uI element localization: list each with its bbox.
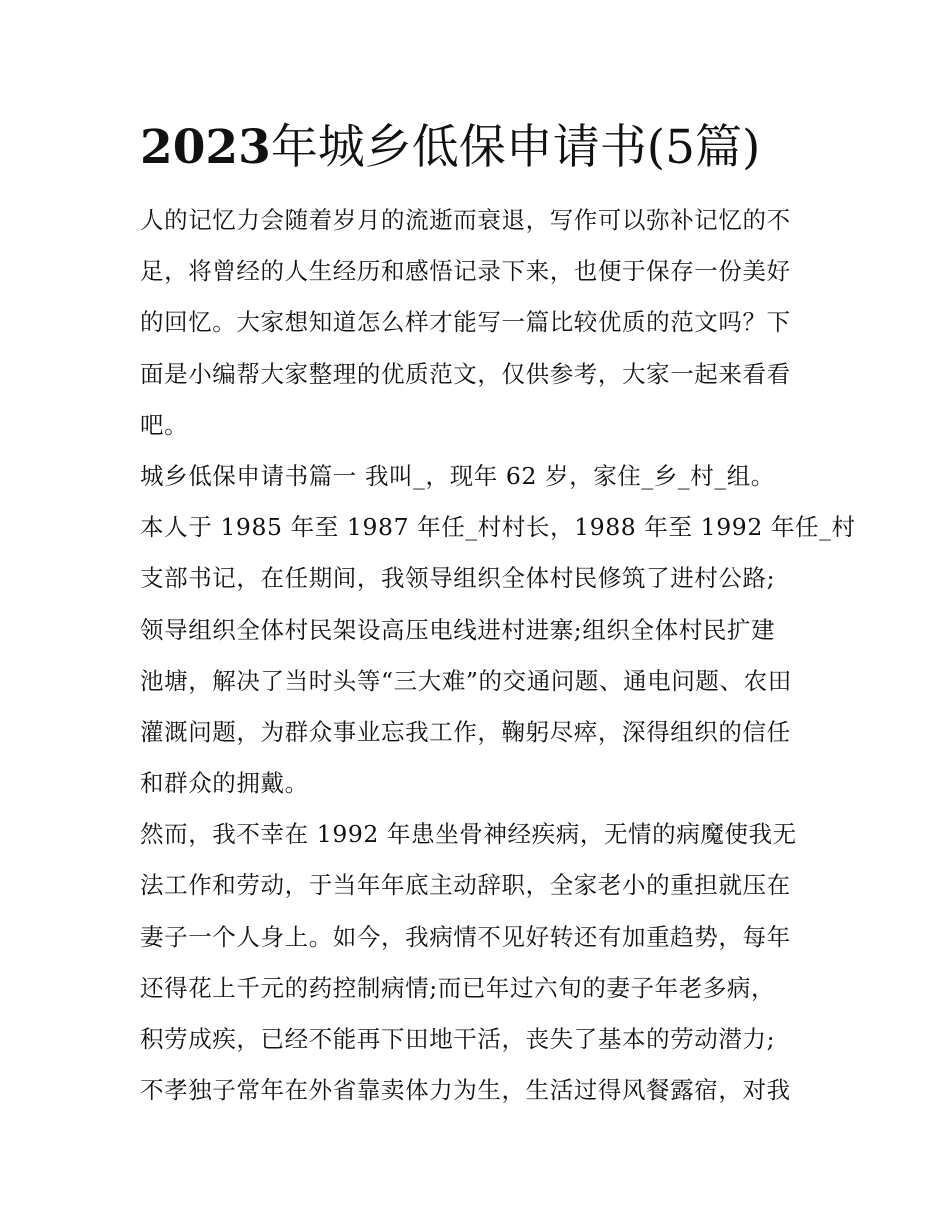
text-line: 面是小编帮大家整理的优质范文，仅供参考，大家一起来看看 bbox=[140, 359, 791, 388]
text-line: 还得花上千元的药控制病情;而已年过六旬的妻子年老多病， bbox=[140, 973, 776, 1002]
text-line: 灌溉问题，为群众事业忘我工作，鞠躬尽瘁，深得组织的信任 bbox=[140, 717, 791, 746]
text-line: 足，将曾经的人生经历和感悟记录下来，也便于保存一份美好 bbox=[140, 257, 791, 286]
text-line: 妻子一个人身上。如今，我病情不见好转还有加重趋势，每年 bbox=[140, 922, 791, 951]
text-line: 不孝独子常年在外省靠卖体力为生，生活过得风餐露宿，对我 bbox=[140, 1076, 791, 1105]
title-year: 2023 bbox=[140, 120, 271, 175]
text-line: 人的记忆力会随着岁月的流逝而衰退，写作可以弥补记忆的不 bbox=[140, 206, 791, 234]
text-line: 法工作和劳动，于当年年底主动辞职，全家老小的重担就压在 bbox=[140, 871, 791, 900]
text-line: 领导组织全体村民架设高压电线进村进寨;组织全体村民扩建 bbox=[140, 615, 776, 644]
text-line: 城乡低保申请书篇一 我叫_，现年 62 岁，家住_乡_村_组。 bbox=[140, 461, 775, 490]
text-line: 积劳成疾，已经不能再下田地干活，丧失了基本的劳动潜力; bbox=[140, 1025, 776, 1053]
text-line: 和群众的拥戴。 bbox=[140, 769, 309, 798]
document-body bbox=[140, 195, 856, 1116]
text-line: 池塘，解决了当时头等“三大难”的交通问题、通电问题、农田 bbox=[140, 666, 792, 695]
text-line: 支部书记，在任期间，我领导组织全体村民修筑了进村公路; bbox=[140, 564, 776, 593]
document-title bbox=[140, 118, 840, 178]
text-line: 然而，我不幸在 1992 年患坐骨神经疾病，无情的病魔使我无 bbox=[140, 820, 797, 849]
text-line: 吧。 bbox=[140, 410, 189, 439]
title-text: 年城乡低保申请书(5篇) bbox=[270, 120, 761, 175]
text-line: 本人于 1985 年至 1987 年任_村村长，1988 年至 1992 年任_村 bbox=[140, 513, 856, 542]
text-line: 的回忆。大家想知道怎么样才能写一篇比较优质的范文吗？下 bbox=[140, 308, 791, 337]
